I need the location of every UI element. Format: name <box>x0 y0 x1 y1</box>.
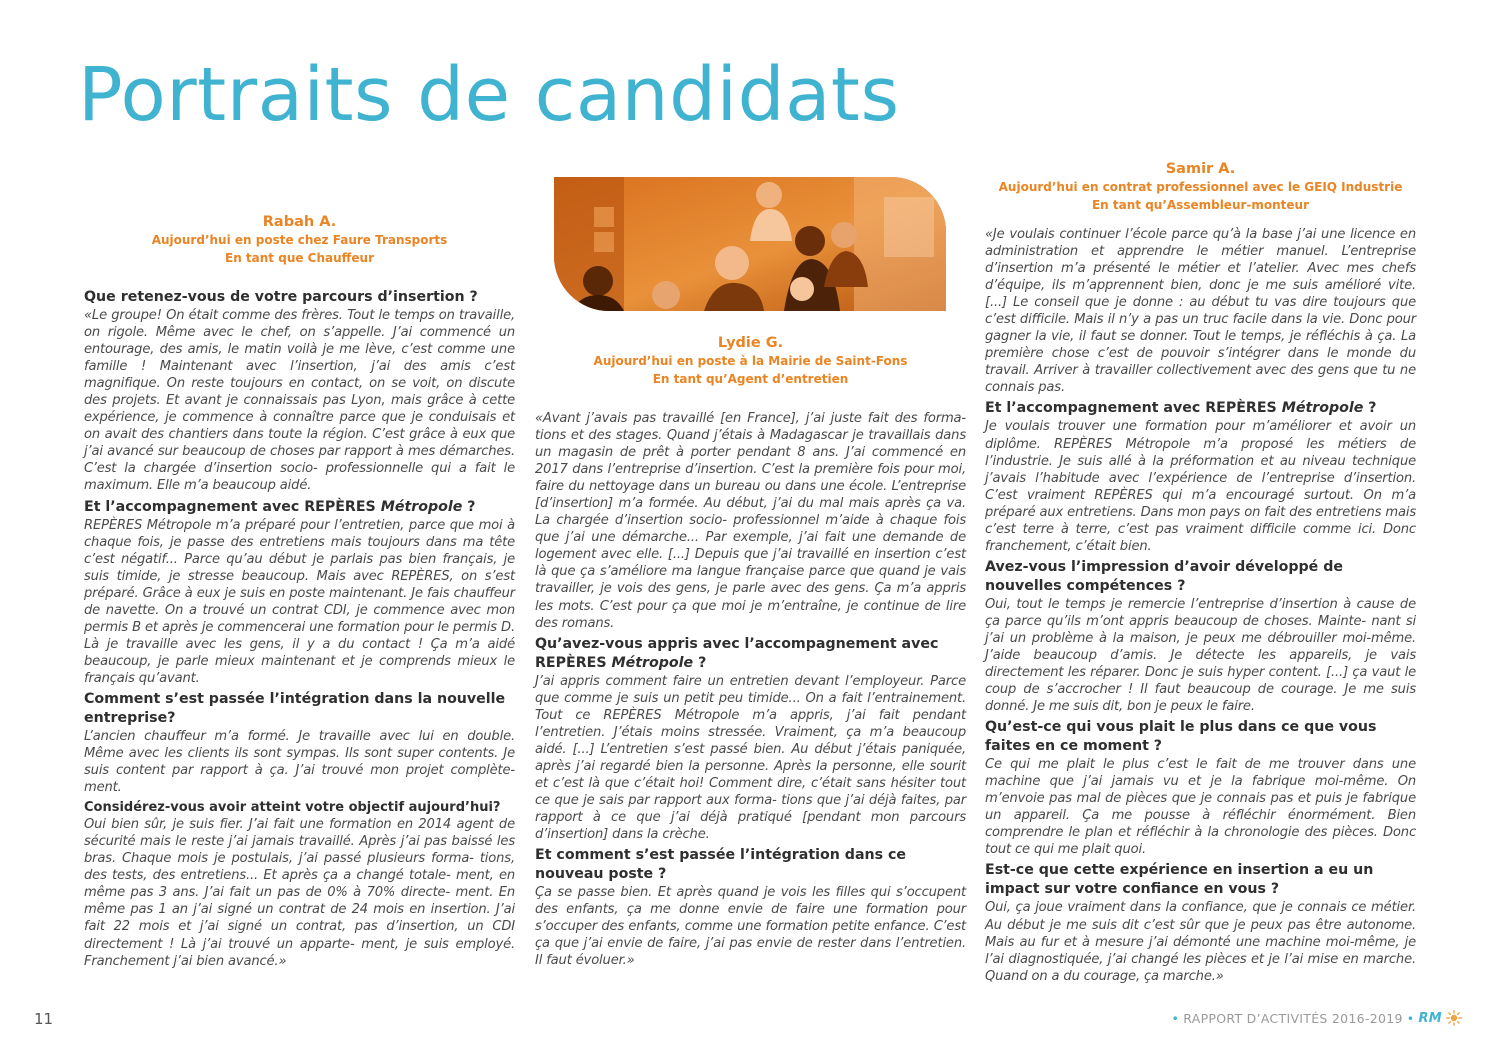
answer: Je voulais trouver une formation pour m’améliorer et avoir un diplôme. REPÈRES Métropole m’a proposé les métiers de l’industrie. Je suis allé à la préformation et au niveau technique j’avais l’habitude avec l’expérience de l’entreprise d’insertion. C’est vraiment REPÈRES qui m’a encouragé surtout. On m’a préparé aux entretiens. Dans mon pays on fait des entretiens mais c’est terre à terre, c’est pas vraiment difficile comme ici. Donc franchement, c’était bien. <box>985 419 1416 554</box>
rm-logo: RM <box>1418 1010 1442 1026</box>
question: Qu’est-ce qui vous plait le plus dans ce que vous faites en ce moment ? <box>985 719 1377 755</box>
footer-label: RAPPORT D’ACTIVITÉS 2016-2019 <box>1183 1010 1403 1026</box>
candidate-name: Samir A. <box>1165 161 1236 177</box>
answer: L’ancien chauffeur m’a formé. Je travaille avec lui en double. Même avec les clients ils sont sympas. Ils sont super contents. Je suis content par rapport à ça. J’ai trouvé mon projet complète- ment. <box>84 728 515 796</box>
answer: Ce qui me plait le plus c’est le fait de me trouver dans une machine que j’ai jamais vu et je la fabrique moi-même. On m’envoie pas mal de pièces que je connais pas et puis je fabrique un appareil. Ça me pousse à réfléchir énormément. Bien comprendre le plan et réfléchir à la chronologie des pièces. Donc tout ce qui me plait quoi. <box>985 757 1416 858</box>
question: Est-ce que cette expérience en insertion a eu un impact sur votre confiance en vous ? <box>985 862 1374 898</box>
portrait-lydie <box>535 333 966 972</box>
candidate-role: En tant qu’Assembleur-monteur <box>1091 197 1310 212</box>
answer: J’ai appris comment faire un entretien devant l’employeur. Parce que comme je suis un petit peu timide... On a fait l’entrainement. Tout ce REPÈRES Métropole m’a appris, j’ai fait pendant l’entretien. J’étais moins stressée. Vraiment, ça m’a beaucoup aidé. [...] L’entretien s’est passé bien. Au début j’étais paniquée, après j’ai regardé bien la personne. Après la personne, elle sourit et c’est là que c’était hoi! Comment dire, c’était sans hésiter tout ce que je sais par rapport aux forma- tions que j’ai déjà faites, par rapport à ce que j’ai déjà pratiqué [pendant mon parcours d’insertion] dans la crèche. <box>535 673 966 843</box>
portrait-samir <box>985 159 1416 988</box>
question: Et l’accompagnement avec REPÈRES Métropole ? <box>84 498 476 515</box>
footer <box>1172 1010 1462 1026</box>
question: Qu’avez-vous appris avec l’accompagnement avec REPÈRES Métropole ? <box>535 635 939 671</box>
candidate-position: Aujourd’hui en poste à la Mairie de Saint-Fons <box>593 354 908 368</box>
page-title: Portraits de candidats <box>78 52 900 138</box>
answer: Oui bien sûr, je suis fier. J’ai fait une formation en 2014 agent de sécurité mais le reste j’ai jamais travaillé. Après j’ai pas baissé les bras. Chaque mois je postulais, j’ai passé plusieurs forma- tions, des tests, des entretiens... Et après ça a changé totale- ment, en même pas 3 ans. J’ai fait un pas de 0% à 70% directe- ment. En même pas 1 an j’ai signé un contrat de 24 mois en insertion. J’ai fait 22 mois et j’ai signé un contrat, pas d’insertion, un CDI directement ! Là j’ai trouvé un apparte- ment, je suis employé. Franchement j’ai bien avancé.» <box>84 817 515 969</box>
candidate-role: En tant qu’Agent d’entretien <box>652 371 849 386</box>
question: Considérez-vous avoir atteint votre objectif aujourd’hui? <box>84 800 501 816</box>
question: Et comment s’est passée l’intégration dans ce nouveau poste ? <box>535 847 907 883</box>
answer: Oui, ça joue vraiment dans la confiance, que je connais ce métier. Au début je me suis dit c’est sûr que je peux pas être autonome. Mais au fur et à mesure j’ai démonté une machine moi-même, je l’ai diagnostiquée, j’ai changé les pièces et je l’ai mise en marche. Quand on a du courage, ça marche.» <box>985 900 1416 984</box>
candidate-role: En tant que Chauffeur <box>225 250 374 265</box>
sun-logo-icon <box>1446 1010 1462 1026</box>
group-photo-icon <box>554 177 946 311</box>
question: Que retenez-vous de votre parcours d’insertion ? <box>84 289 478 305</box>
answer: «Le groupe! On était comme des frères. Tout le temps on travaille, on rigole. Même avec le chef, on s’appelle. J’ai commencé un entourage, des amis, le matin voilà je me lève, c’est comme une famille ! Maintenant avec l’insertion, j’ai des amis c’est magnifique. On reste toujours en contact, on se voit, on discute des projets. Et avant je connaissais pas Lyon, mais grâce à cette expérience, je commence à connaître parce que je conduisais et on avait des chantiers dans toute la région. C’est grâce à eux que j’ai avancé sur beaucoup de choses par rapport à mes démarches. C’est la chargée d’insertion socio- professionnelle qui a fait le maximum. Elle m’a beaucoup aidé. <box>84 308 515 494</box>
answer: Oui, tout le temps je remercie l’entreprise d’insertion à cause de ça parce qu’ils m’ont appris beaucoup de choses. Mainte- nant si j’ai un problème à la maison, je peux me débrouiller moi-même. J’aide beaucoup d’amis. Je détecte les appareils, je vais directement les réparer. Donc je suis hyper content. [...] ça vaut le coup de s’accrocher ! Il faut beaucoup de courage. Je me suis donné. Je me suis dit, bon je peux le faire. <box>985 596 1416 715</box>
question: Avez-vous l’impression d’avoir développé de nouvelles compétences ? <box>985 558 1344 594</box>
portrait-header <box>84 212 515 267</box>
candidate-name: Rabah A. <box>262 214 337 230</box>
footer-separator: • <box>1406 1010 1415 1026</box>
candidate-position: Aujourd’hui en poste chez Faure Transports <box>151 233 448 247</box>
answer: REPÈRES Métropole m’a préparé pour l’entretien, parce que moi à chaque fois, je passe des entretiens mais toujours dans ma tête c’est négatif... Parce qu’au début je parlais pas bien français, je suis timide, je stresse beaucoup. Mais avec REPÈRES, on s’est préparé. Grâce à eux je suis en poste maintenant. Je fais chauffeur de navette. On a trouvé un contrat CDI, je commence avec mon permis B et après je commencerai une formation pour le permis D. Là je travaille avec les gens, il y a du contact ! Ça m’a aidé beaucoup, je parle mieux maintenant et je comprends mieux le français qu’avant. <box>84 517 515 686</box>
page-number: 11 <box>34 1010 54 1028</box>
portrait-header <box>535 333 966 388</box>
candidate-position: Aujourd’hui en contrat professionnel avec le GEIQ Industrie <box>998 180 1403 194</box>
question: Et l’accompagnement avec REPÈRES Métropole ? <box>985 400 1377 417</box>
answer: «Avant j’avais pas travaillé [en France], j’ai juste fait des forma- tions et des stages. Quand j’étais à Madagascar je travaillais dans un magasin de prêt à porter pendant 8 ans. J’ai commencé en 2017 dans l’entreprise d’insertion. C’est la première fois pour moi, faire du nettoyage dans un bureau ou dans une école. L’entreprise [d’insertion] m’a formée. Au début, j’ai du mal mais après ça va. La chargée d’insertion socio- professionnel m’aide à chaque fois que j’ai une démarche... Par exemple, j’ai fait une demande de logement avec elle. [...] Depuis que j’ai travaillé en insertion c’est là que ça s’améliore ma langue française parce que quand je vais travailler, je vois des gens, je parle avec des gens. Ça m’a appris les mots. C’est pour ça que moi je m’entraîne, je continue de lire des romans. <box>535 411 966 631</box>
portrait-rabah <box>84 212 515 973</box>
portrait-header <box>985 159 1416 214</box>
answer: «Je voulais continuer l’école parce qu’à la base j’ai une licence en administration et apprendre le métier manuel. L’entreprise d’insertion m’a présenté le métier et l’atelier. Avec mes chefs d’équipe, ils m’apprennent bien, donc je me suis amélioré vite. [...] Le conseil que je donne : au début tu vas dire toujours que c’est difficile. Mais il n’y a pas un truc facile dans la vie. Donc pour gagner la vie, il faut se donner. Tout le temps, je réfléchis à ça. La première chose c’est de pouvoir s’intégrer dans le monde du travail. Arriver à travailler collectivement avec des gens que tu ne connais pas. <box>985 227 1416 396</box>
footer-bullet: • <box>1171 1010 1180 1026</box>
question: Comment s’est passée l’intégration dans la nouvelle entreprise? <box>84 690 506 726</box>
candidate-name: Lydie G. <box>717 335 784 351</box>
answer: Ça se passe bien. Et après quand je vois les filles qui s’occupent des enfants, ça me donne envie de faire une formation pour s’occuper des enfants, comme une formation petite enfance. C’est ça que j’ai envie de faire, j’ai pas envie de rester dans l’entretien. Il faut évoluer.» <box>535 885 966 969</box>
